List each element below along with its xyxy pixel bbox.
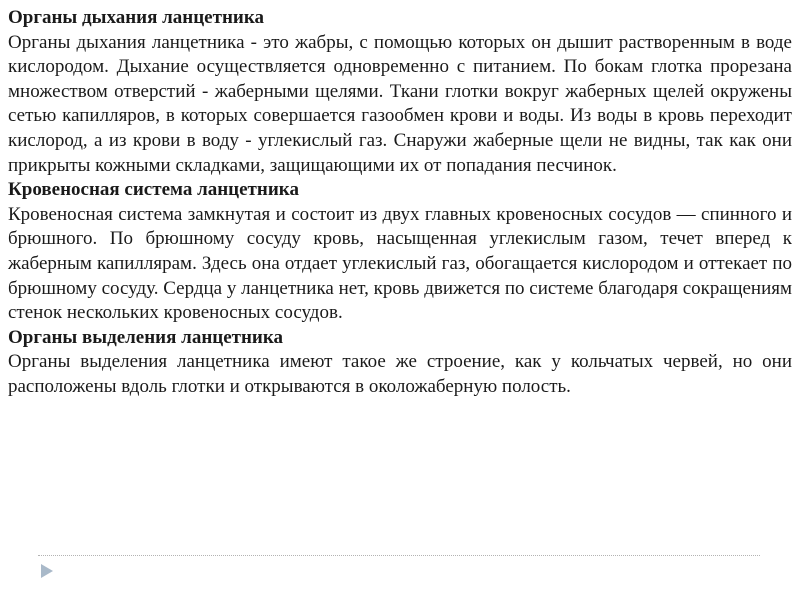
footer-divider: [38, 555, 760, 556]
triangle-bullet-icon: [40, 563, 54, 579]
section-heading-circulation: Кровеносная система ланцетника: [8, 179, 299, 201]
section-heading-respiration: Органы дыхания ланцетника: [8, 7, 264, 28]
section-body-circulation: Кровеносная система замкнутая и состоит из двух главных кровеносных сосудов — спинного и брюшного. По брюшному сосуду кровь, насыщенная углекислым газом, течет вперед к жаберным капиллярам. Здесь она отдает углекислый газ, обогащается кислородом и оттекает по брюшному сосуду. Сердца у ланцетника нет, кровь движется по системе благодаря сокращениям стенок нескольких кровеносных сосудов.: [8, 203, 792, 324]
section-body-respiration: Органы дыхания ланцетника - это жабры, с помощью которых он дышит растворенным в воде кислородом. Дыхание осуществляется одновременно с питанием. По бокам глотка прорезана множеством отверстий - жаберными щелями. Ткани глотки вокруг жаберных щелей окружены сетью капилляров, в которых совершается газообмен крови и воды. Из воды в кровь переходит кислород, а из крови в воду - углекислый газ. Снаружи жаберные щели не видны, так как они прикрыты кожными складками, защищающими их от попадания песчинок.: [8, 31, 792, 176]
section-body-excretion: Органы выделения ланцетника имеют такое же строение, как у кольчатых червей, но они расположены вдоль глотки и открываются в околожаберную полость.: [8, 351, 792, 397]
section-heading-excretion: Органы выделения ланцетника: [8, 326, 284, 348]
slide-text: [8, 6, 792, 400]
